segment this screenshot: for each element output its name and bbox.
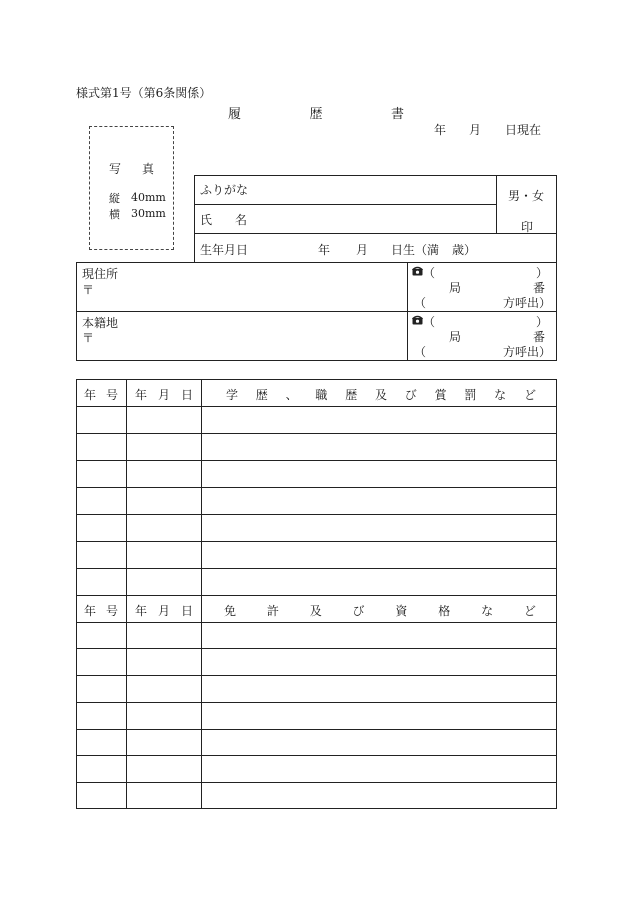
header-char: び	[404, 388, 417, 402]
header-char: な	[494, 388, 507, 402]
current-address-label: 現住所	[82, 267, 119, 281]
header-char: 格	[438, 604, 451, 618]
license-entry-row[interactable]	[77, 783, 556, 808]
license-entry-row[interactable]	[77, 676, 556, 701]
name-label-char: 氏	[200, 213, 213, 227]
photo-char: 写	[109, 162, 122, 176]
phone-kyoku-label: 局	[449, 330, 462, 344]
seal-label: 印	[521, 220, 534, 234]
name-label-char: 名	[235, 213, 248, 227]
document-title	[228, 103, 404, 122]
history-entry-row[interactable]	[77, 434, 556, 459]
domicile-field[interactable]	[96, 327, 402, 357]
header-char: 歴	[255, 388, 268, 402]
care-of-paren: （	[414, 296, 427, 310]
header-char: 学	[226, 388, 239, 402]
header-char: 年	[135, 388, 148, 402]
header-char: 職	[315, 388, 328, 402]
divider	[496, 175, 497, 233]
license-entry-row[interactable]	[77, 649, 556, 674]
birth-day-unit: 日生（満	[391, 243, 440, 257]
header-char: 号	[105, 604, 118, 618]
title-char: 履	[228, 107, 242, 122]
care-of-label: 方呼出）	[503, 345, 552, 359]
photo-placeholder[interactable]	[89, 126, 174, 250]
divider	[76, 311, 557, 312]
phone-ban-label: 番	[533, 330, 546, 344]
photo-height-label: 縦	[109, 192, 120, 205]
photo-char: 真	[142, 162, 155, 176]
header-char: 号	[105, 388, 118, 402]
postal-mark: 〒	[82, 331, 95, 345]
header-char: 日	[180, 604, 193, 618]
history-entry-row[interactable]	[77, 461, 556, 486]
history-entry-row[interactable]	[77, 542, 556, 567]
header-char: 年	[135, 604, 148, 618]
domicile-label: 本籍地	[82, 316, 119, 330]
furigana-field[interactable]	[266, 180, 492, 202]
divider	[407, 262, 408, 361]
phone-icon	[412, 266, 423, 276]
header-char: び	[352, 604, 365, 618]
phone-kyoku-label: 局	[449, 281, 462, 295]
license-entry-row[interactable]	[77, 730, 556, 754]
header-char: 及	[374, 388, 387, 402]
divider	[194, 204, 496, 205]
phone-ban-label: 番	[533, 281, 546, 295]
birth-year-unit: 年	[318, 243, 331, 257]
phone-paren-open: （	[423, 266, 436, 280]
phone-paren-open: （	[423, 315, 436, 329]
header-era	[84, 386, 118, 403]
license-entry-row[interactable]	[77, 623, 556, 647]
phone-paren-close: ）	[536, 266, 549, 280]
header-license-content	[224, 602, 536, 619]
license-entry-row[interactable]	[77, 756, 556, 781]
title-char: 書	[390, 107, 404, 122]
title-char: 歴	[309, 107, 323, 122]
license-entry-row[interactable]	[77, 703, 556, 728]
name-field[interactable]	[266, 208, 492, 230]
header-char: 月	[157, 604, 170, 618]
birth-month-unit: 月	[356, 243, 369, 257]
care-of-label: 方呼出）	[503, 296, 552, 310]
history-entry-row[interactable]	[77, 407, 556, 432]
header-char: 年	[84, 388, 97, 402]
header-char: 歴	[345, 388, 358, 402]
photo-width-label: 横	[109, 208, 120, 221]
divider	[194, 233, 557, 234]
header-history-content	[226, 386, 536, 403]
history-entry-row[interactable]	[77, 569, 556, 594]
header-char: 賞	[434, 388, 447, 402]
history-entry-row[interactable]	[77, 515, 556, 540]
current-address-field[interactable]	[96, 278, 402, 308]
header-char: 許	[266, 604, 279, 618]
phone-paren-close: ）	[536, 315, 549, 329]
gender-selector[interactable]: 男・女	[508, 189, 545, 203]
birth-date-label: 生年月日	[200, 243, 249, 257]
header-char: 資	[395, 604, 408, 618]
phone-icon	[412, 315, 423, 325]
header-char: ど	[523, 604, 536, 618]
care-of-paren: （	[414, 345, 427, 359]
header-char: 日	[180, 388, 193, 402]
header-char: 及	[309, 604, 322, 618]
date-day-now: 日現在	[505, 123, 542, 137]
header-char: 年	[84, 604, 97, 618]
header-char: 月	[157, 388, 170, 402]
header-date	[135, 386, 193, 403]
date-year: 年	[434, 123, 447, 137]
postal-mark: 〒	[82, 283, 95, 297]
row-divider	[76, 595, 557, 596]
header-char: ど	[523, 388, 536, 402]
header-char: な	[481, 604, 494, 618]
header-era	[84, 602, 118, 619]
header-char: 罰	[464, 388, 477, 402]
furigana-label: ふりがな	[200, 183, 249, 197]
date-month: 月	[469, 123, 482, 137]
history-entry-row[interactable]	[77, 488, 556, 513]
birth-age-unit: 歳）	[452, 243, 477, 257]
header-date	[135, 602, 193, 619]
form-number-label: 様式第1号（第6条関係）	[76, 86, 212, 100]
photo-width-value: 30mm	[131, 207, 166, 220]
header-char: 、	[285, 388, 298, 402]
header-char: 免	[224, 604, 237, 618]
photo-height-value: 40mm	[131, 191, 166, 204]
